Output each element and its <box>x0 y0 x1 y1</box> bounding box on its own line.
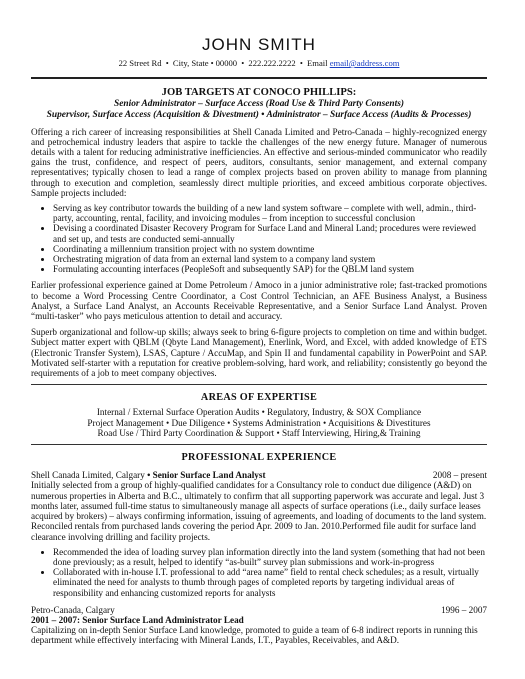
skills-paragraph: Superb organizational and follow-up skills; always seek to bring 6-figure projects to completion on time and within budget. Subject matter expert with QBLM (Qbyte Land Management), Enerlink, Word, and Excel, with added knowledge of ETS (Electronic Transfer System), LSAS, Capture / AccuMap, and Spin II and fundamental capability in PowerPoint and SAP. Motivated self-starter with a reputation for creative problem-solving, hard work, and reliability; consistently go beyond the requirements of a job to meet company objectives. <box>31 327 487 379</box>
section-divider <box>31 384 487 385</box>
header-divider <box>31 77 487 79</box>
job-description: Capitalizing on in-depth Senior Surface Land knowledge, promoted to guide a team of 6-8 indirect reports in running this department while effectively interfacing with Mineral Lands, I.T., Payables, Receivables, and A&D. <box>31 625 478 646</box>
project-list <box>31 203 487 274</box>
separator: • <box>165 58 169 68</box>
job-dates: 2008 – present <box>432 470 487 481</box>
job-title: 2001 – 2007: Senior Surface Land Administrator Lead <box>31 614 244 625</box>
experience-heading: PROFESSIONAL EXPERIENCE <box>181 452 337 464</box>
summary-paragraph: Offering a rich career of increasing responsibilities at Shell Canada Limited and Petro-Canada – highly-recognized energy and petrochemical industry leaders that aspire to tackle the challenges of the new energy future. Manager of numerous details with a talent for reducing administrative inefficiencies. An effective and serious-minded communicator who readily gains the trust, confidence, and respect of peers, auditors, consultants, senior management, and external company representatives; typically chosen to lead a range of complex projects based on proven ability to manage from planning through to execution and completion, seamlessly direct multiple priorities, and exceed ambitious corporate objectives. Sample projects included: <box>31 126 487 198</box>
list-item: • Orchestrating migration of data from an external land system to a company land system <box>53 254 487 264</box>
job-header <box>31 605 487 615</box>
job-targets-heading: JOB TARGETS AT CONOCO PHILLIPS: <box>161 87 357 98</box>
city-state: City, State <box>172 58 209 68</box>
job-target-line: Senior Administrator – Surface Access (Road Use & Third Party Consents) <box>114 99 404 109</box>
job-dates: 1996 – 2007 <box>441 604 487 615</box>
list-item: • Devising a coordinated Disaster Recovery Program for Surface Land and Mineral Land; procedures were reviewed and set up, and tests are conducted semi-annually <box>53 223 487 243</box>
job-title: Senior Surface Land Analyst <box>152 470 266 481</box>
separator: • <box>210 58 214 68</box>
section-divider <box>31 444 487 445</box>
list-item: • Formulating accounting interfaces (PeopleSoft and subsequently SAP) for the QBLM land system <box>53 264 487 274</box>
separator: • <box>299 58 303 68</box>
company-name: Petro-Canada, Calgary <box>31 604 115 615</box>
list-item: • Serving as key contributor towards the building of a new land system software – complete with well, admin., third-party, accounting, rental, facility, and invoicing modules – from inception to successful conclusion <box>53 203 487 223</box>
expertise-heading: AREAS OF EXPERTISE <box>200 392 318 404</box>
separator: • <box>147 470 151 481</box>
earlier-experience-paragraph: Earlier professional experience gained at Dome Petroleum / Amoco in a junior administrative role; fast-tracked promotions to become a Word Processing Centre Coordinator, a Cost Control Technician, an AFE Business Analyst, a Business Analyst, a Surface Land Analyst, an Accounts Receivable Representative, and a Senior Surface Land Analyst. Proven “multi-tasker” who pays meticulous attention to detail and accuracy. <box>31 280 487 322</box>
email-label: Email <box>307 58 328 68</box>
zip: 00000 <box>215 58 238 68</box>
list-item: • Coordinating a millennium transition project with no system downtime <box>53 244 487 254</box>
company-name: Shell Canada Limited, Calgary <box>31 470 145 481</box>
contact-line <box>31 58 487 68</box>
separator: • <box>241 58 245 68</box>
expertise-line: Internal / External Surface Operation Audits • Regulatory, Industry, & SOX Compliance <box>96 407 422 418</box>
list-item: • Collaborated with in-house I.T. professional to add “area name” field to rental check schedules; as a result, virtually eliminated the need for analysts to thumb through pages of completed reports by targeting individual areas of responsibility and enhancing customized reports for analysts <box>53 567 487 598</box>
job-company-title <box>31 470 266 480</box>
candidate-name: JOHN SMITH <box>202 35 316 54</box>
email-link[interactable]: email@address.com <box>329 58 400 68</box>
job-header <box>31 470 487 480</box>
achievement-list <box>31 547 487 598</box>
job-target-line: Supervisor, Surface Access (Acquisition & Divestment) • Administrator – Surface Access (Audits & Processes) <box>46 109 472 120</box>
expertise-list <box>31 407 487 438</box>
list-item: • Recommended the idea of loading survey plan information directly into the land system (something that had not been done previously; as a result, helped to identify “as-built” survey plan submissions and work-in-progress <box>53 547 487 567</box>
expertise-line: Project Management • Due Diligence • Systems Administration • Acquisitions & Divestitures <box>87 417 431 428</box>
phone: 222.222.2222 <box>248 58 296 68</box>
address: 22 Street Rd <box>118 58 162 68</box>
job-targets <box>31 87 487 121</box>
expertise-line: Road Use / Third Party Coordination & Support • Staff Interviewing, Hiring,& Training <box>97 427 421 438</box>
job-description: Initially selected from a group of highly-qualified candidates for a Consultancy role to conduct due diligence (A&D) on numerous properties in Alberta and B.C., ultimately to confirm that all supporting paperwork was accurate and legal. Just 3 months later, assumed full-time status to simultaneously manage all aspects of surface operations (i.e., daily surface leases acquired by brokers) – always confirming information, issuing of agreements, and loading of documents to the land system. Reconciled rentals from purchased lands covering the period Apr. 2009 to Jan. 2010.Performed file audit for surface land clearance involving drilling and facility projects. <box>31 480 487 542</box>
